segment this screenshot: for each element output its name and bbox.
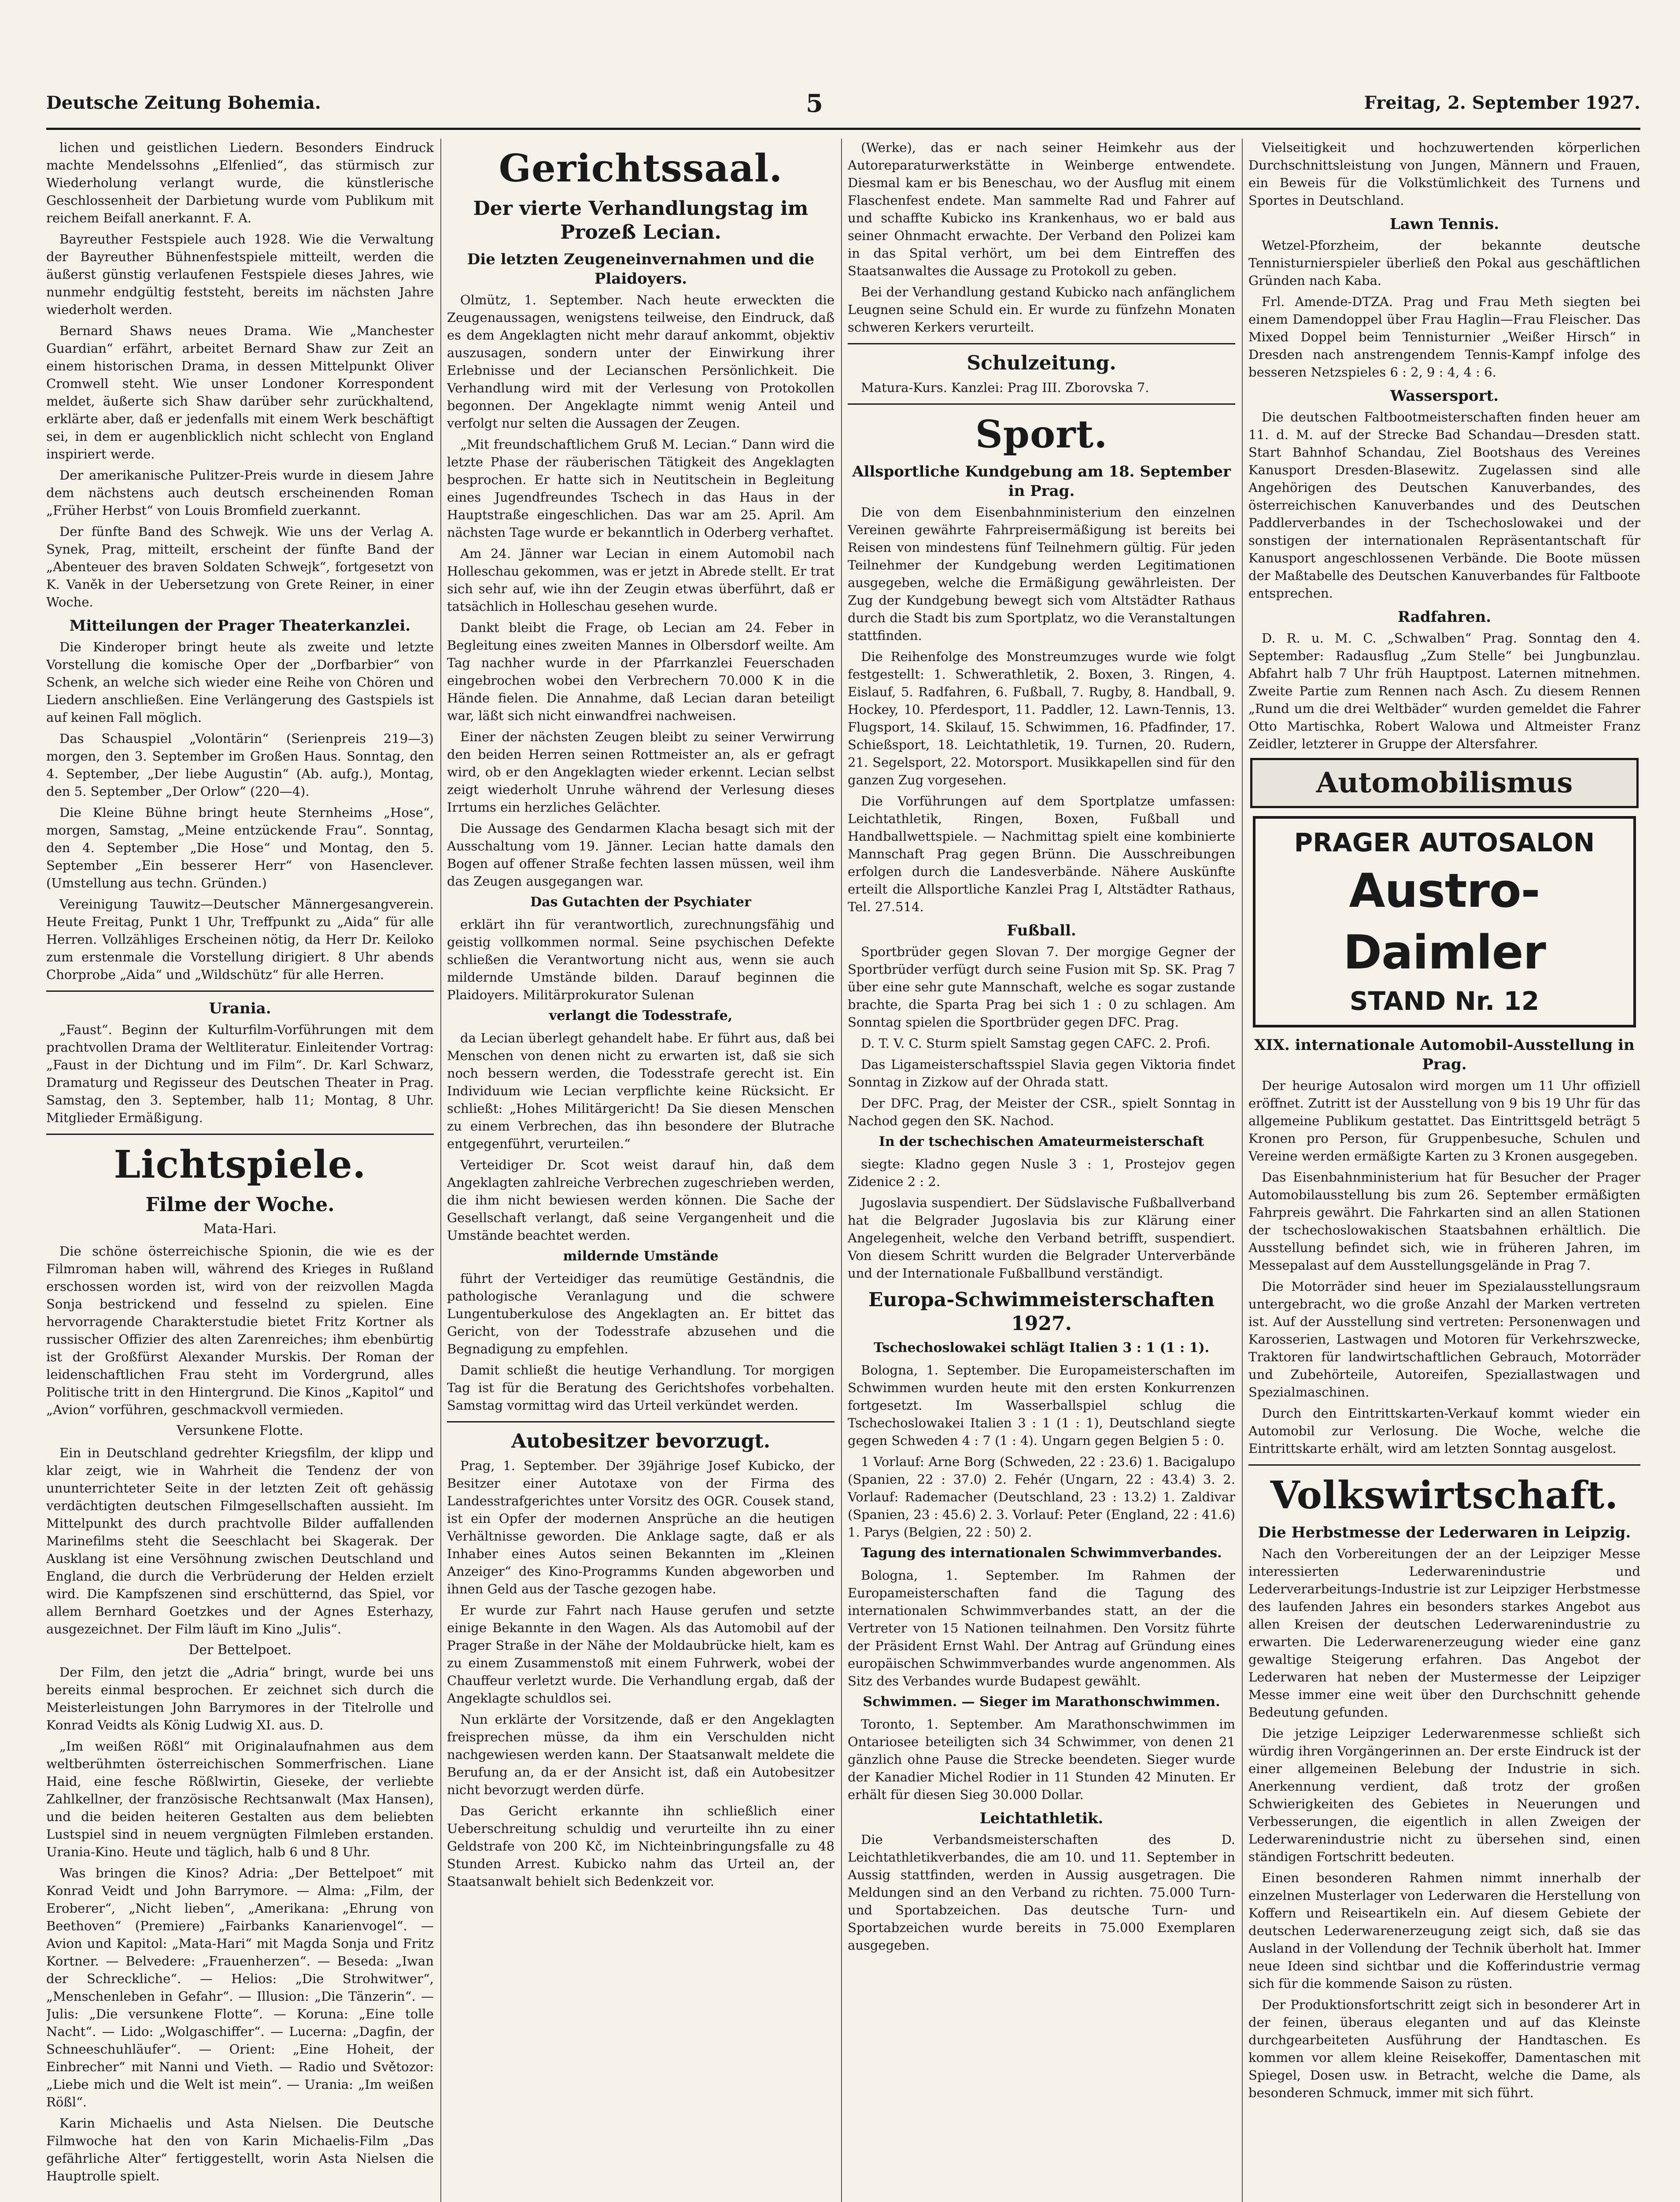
section-title: Lichtspiele.: [114, 1142, 366, 1187]
column-divider: [841, 139, 842, 2202]
section-title: Sport.: [975, 412, 1108, 457]
article-heading: Versunkene Flotte.: [177, 1423, 303, 1438]
article-text: Frl. Amende-DTZA. Prag und Frau Meth siegten bei einem Damendoppel über Frau Haglin—Frau Fleischer. Das Mixed Doppel beim Tennisturnier „Weißer Hirsch“ in Dresden nach anstrengendem Tennis-Kampf infolge des besseren Netzspieles 6 : 2, 9 : 4, 4 : 6.: [1248, 294, 1640, 380]
article-text: Verteidiger Dr. Scot weist darauf hin, daß dem Angeklagten zahlreiche Verbrechen zugeschrieben werden, die ihm nicht bewiesen werden können. Die Sache der Gesellschaft verlangt, daß seine Vergangenheit und die Umstände beachtet werden.: [447, 1157, 834, 1243]
article-text: Der amerikanische Pulitzer-Preis wurde in diesem Jahre dem nächstens auch deutsch erscheinenden Roman „Früher Herbst“ von Louis Bromfield zuerkannt.: [46, 468, 434, 518]
article-text: „Mit freundschaftlichem Gruß M. Lecian.“ Dann wird die letzte Phase der räuberischen Tätigkeit des Angeklagten besprochen. Er hatte sich in Neutitschein in Begleitung eines Jugendfreundes Tschech in das Haus in der Hauptstraße eingeschlichen. Das war am 25. April. Am nächsten Tage wurde er bekanntlich in Oderberg verhaftet.: [447, 437, 834, 540]
article-text: Die Motorräder sind heuer im Spezialausstellungsraum untergebracht, wo die große Anzahl der Marken vertreten ist. Auf der Ausstellung sind vertreten: Personenwagen und Karosserien, Lastwagen und Motoren für Verkehrszwecke, Traktoren für landwirtschaftlichen Gebrauch, Motorräder und Zubehörteile, Autoreifen, Speziallastwagen und Spezialmaschinen.: [1248, 1279, 1640, 1400]
article-text: Bologna, 1. September. Im Rahmen der Europameisterschaften fand die Tagung des internationalen Schwimmverbandes statt, an der die Vertreter von 15 Nationen teilnahmen. Den Vorsitz führte der Präsident Ernst Wahl. Der Antrag auf Gründung eines europäischen Schwimmverbandes wurde angenommen. Als Sitz des Verbandes wurde Budapest gewählt.: [848, 1568, 1235, 1688]
section-heading: Radfahren.: [1397, 608, 1492, 626]
masthead-title: Deutsche Zeitung Bohemia.: [46, 92, 321, 113]
article-text: Das Ligameisterschaftsspiel Slavia gegen Viktoria findet Sonntag in Zizkow auf der Ohrada statt.: [848, 1057, 1235, 1090]
article-text: erklärt ihn für verantwortlich, zurechnungsfähig und geistig vollkommen normal. Seine psychischen Defekte schließen die Verantwortung nicht aus, wenn sie auch mildernde Umstände bilden. Darauf beginnen die Plaidoyers. Militärprokurator Sulenan: [447, 917, 834, 1002]
ad-line: STAND Nr. 12: [1349, 986, 1540, 1016]
article-text: Matura-Kurs. Kanzlei: Prag III. Zborovska 7.: [861, 380, 1149, 395]
column-3: [848, 139, 1235, 2202]
inline-heading: Schwimmen. — Sieger im Marathonschwimmen.: [863, 1694, 1220, 1710]
header-rule: [46, 128, 1640, 130]
column-1: [46, 139, 434, 2202]
article-text: Ein in Deutschland gedrehter Kriegsfilm, der klipp und klar zeigt, wie in Wahrheit die Tendenz der von ununterrichteter Seite in der letzten Zeit oft gehässig verdächtigten deutschen Filmgesellschaften aussieht. Im Mittelpunkt des durch prachtvolle Bilder auffallenden Marinefilms steht die Seeschlacht bei Skagerak. Der Ausklang ist eine Versöhnung zwischen Deutschland und England, die durch die Verbrüderung der Helden erzielt wird. Die Kampfszenen sind erschütternd, das Spiel, vor allem Bernhard Goetzkes und der Agnes Esterhazy, ausgezeichnet. Der Film läuft im Kino „Julis“.: [46, 1445, 434, 1637]
divider: [848, 343, 1235, 344]
article-heading: Europa-Schwimmeisterschaften 1927.: [868, 1289, 1215, 1335]
article-text: Nun erklärte der Vorsitzende, daß er den Angeklagten freisprechen müsse, da ihm ein Verschulden nicht nachgewiesen werden kann. Der Staatsanwalt meldete die Berufung an, da er der Ansicht ist, daß ein Autobesitzer nicht bevorzugt werden dürfe.: [447, 1712, 834, 1797]
article-text: Er wurde zur Fahrt nach Hause gerufen und setzte einige Bekannte in den Wagen. Als das Automobil auf der Prager Straße in der Nähe der Moldaubrücke hielt, kam es zu einem Zusammenstoß mit einem Fuhrwerk, wobei der Chauffeur verletzt wurde. Die Verhandlung ergab, daß der Angeklagte schuldlos sei.: [447, 1603, 834, 1706]
ad-brand: Austro-Daimler: [1343, 864, 1546, 979]
article-text: (Werke), das er nach seiner Heimkehr aus der Autoreparaturwerkstätte in Weinberge entwendete. Diesmal kam er bis Beneschau, wo der Ausflug mit einem Flaschenfest endete. Man sammelte Rad und Fahrer auf und schaffte Kubicko ins Krankenhaus, wo er bald aus seiner Ohnmacht erwachte. Der Verband den Polizei kam in das Spital verhört, um bei dem Eintreffen des Staatsanwaltes die Aussage zu Protokoll zu geben.: [848, 140, 1235, 278]
column-divider: [440, 139, 441, 2202]
ad-line: PRAGER AUTOSALON: [1294, 828, 1595, 857]
advertisement: [1253, 816, 1636, 1027]
inline-heading: In der tschechischen Amateurmeisterschaft: [879, 1134, 1204, 1149]
article-text: da Lecian überlegt gehandelt habe. Er führt aus, daß bei Menschen von denen nicht zu erwarten ist, daß sie sich noch bessern werden, die Todesstrafe gerecht ist. Ein Individuum wie Lecian verpflichte keine Rücksicht. Er schließt: „Hohes Militärgericht! Da Sie diesen Menschen zu einem Verbrechen, das ihn besondere der Blutrache entgegenführt, verurteilen.“: [447, 1031, 834, 1151]
column-divider: [1242, 139, 1243, 2202]
article-text: Die Verbandsmeisterschaften des D. Leichtathletikverbandes, die am 10. und 11. September in Aussig stattfinden, werden in Aussig ausgetragen. Die Meldungen sind an den Verband zu richten. 75.000 Turn- und Sportabzeichen. Das deutsche Turn- und Sportabzeichen wurde bereits in 75.000 Exemplaren ausgegeben.: [848, 1832, 1235, 1953]
column-4: [1248, 139, 1640, 2202]
divider: [46, 1134, 434, 1135]
article-text: Was bringen die Kinos? Adria: „Der Bettelpoet“ mit Konrad Veidt und John Barrymore. — Alma: „Film, der Eroberer“, „Nicht lieben“, „Amerikana: „Ehrung von Beethoven“ (Premiere) „Fairbanks Kanarienvogel“. — Avion und Kapitol: „Mata-Hari“ mit Magda Sonja und Fritz Kortner. — Belvedere: „Frauenherzen“. — Beseda: „Iwan der Schreckliche“. — Helios: „Die Strohwitwer“, „Menschenleben in Gefahr“. — Illusion: „Die Tänzerin“. — Julis: „Die versunkene Flotte“. — Koruna: „Eine tolle Nacht“. — Lido: „Wolgaschiffer“. — Lucerna: „Dagfin, der Schneeschuhläufer“. — Orient: „Eine Hoheit, der Einbrecher“ mit Nanni und Vieth. — Radio und Světozor: „Liebe mich und die Welt ist mein“. — Urania: „Im weißen Rößl“.: [46, 1866, 434, 2110]
section-banner: Automobilismus: [1250, 758, 1639, 808]
article-text: Der DFC. Prag, der Meister der CSR., spielt Sonntag in Nachod gegen den SK. Nachod.: [848, 1096, 1235, 1128]
article-heading: Allsportliche Kundgebung am 18. September in Prag.: [852, 463, 1231, 500]
article-text: Bei der Verhandlung gestand Kubicko nach anfänglichem Leugnen seine Schuld ein. Er wurde zu fünfzehn Monaten schweren Kerkers verurteilt.: [848, 284, 1235, 335]
article-text: führt der Verteidiger das reumütige Geständnis, die pathologische Veranlagung und die schwere Lungentuberkulose des Angeklagten an. Er bittet das Gericht, von der Todesstrafe abzusehen und die Begnadigung zu empfehlen.: [447, 1271, 834, 1356]
article-text: 1 Vorlauf: Arne Borg (Schweden, 22 : 23.6) 1. Bacigalupo (Spanien, 22 : 37.0) 2. Fehér (Ungarn, 22 : 43.4) 3. 2. Vorlauf: Rademacher (Deutschland, 23 : 13.2) 1. Zaldivar (Spanien, 23 : 45.6) 2. 3. Vorlauf: Peter (England, 22 : 41.6) 1. Parys (Belgien, 22 : 50) 2.: [848, 1454, 1235, 1540]
page-header: [46, 89, 1640, 123]
article-text: Die Aussage des Gendarmen Klacha besagt sich mit der Ausschaltung vom 19. Jänner. Lecian hatte damals den Bogen auf offener Straße fechten lassen müssen, weil ihm das Zeugen ausgegangen war.: [447, 821, 834, 889]
section-heading: Urania.: [209, 1000, 271, 1017]
inline-heading: Das Gutachten der Psychiater: [530, 894, 751, 910]
article-heading: Autobesitzer bevorzugt.: [511, 1430, 771, 1452]
section-subtitle: Filme der Woche.: [145, 1193, 335, 1216]
article-text: Olmütz, 1. September. Nach heute erweckten die Zeugenaussagen, wenigstens teilweise, den Eindruck, daß es dem Angeklagten nicht mehr darauf ankommt, objektiv auszusagen, sondern unter der Einwirkung ihrer Erlebnisse und der Lecianschen Persönlichkeit. Die Verhandlung wird mit der Verlesung von Protokollen begonnen. Der Angeklagte nimmt wenig Anteil und verfolgt nur selten die Aussagen der Zeugen.: [447, 292, 834, 431]
article-subheading: Die letzten Zeugeneinvernahmen und die Plaidoyers.: [467, 251, 815, 288]
article-text: Wetzel-Pforzheim, der bekannte deutsche Tennisturnierspieler überließ den Pokal aus geschäftlichen Gründen nach Kaba.: [1248, 238, 1640, 288]
article-text: Bologna, 1. September. Die Europameisterschaften im Schwimmen wurden heute mit den ersten Konkurrenzen fortgesetzt. Im Wasserballspiel schlug die Tschechoslowakei Italien 3 : 1 (1 : 1), Deutschland siegte gegen Schweden 4 : 7 (1 : 4). Ungarn gegen Belgien 5 : 0.: [848, 1363, 1235, 1448]
article-text: lichen und geistlichen Liedern. Besonders Eindruck machte Mendelssohns „Elfenlied“, das stürmisch zur Wiederholung verlangt wurde, die künstlerische Geschlossenheit der Darbietung wurde vom Publikum mit reichem Beifall anerkannt. F. A.: [46, 140, 434, 225]
article-text: Der heurige Autosalon wird morgen um 11 Uhr offiziell eröffnet. Zutritt ist der Ausstellung von 9 bis 19 Uhr für das allgemeine Publikum gestattet. Das Eintrittsgeld beträgt 5 Kronen pro Person, für Gruppenbesuche, Schulen und Vereine werden ermäßigte Karten zu 3 Kronen ausgegeben.: [1248, 1078, 1640, 1164]
article-heading: Der vierte Verhandlungstag im Prozeß Lecian.: [473, 197, 809, 244]
article-text: Die Reihenfolge des Monstreumzuges wurde wie folgt festgestellt: 1. Schwerathletik, 2. Boxen, 3. Ringen, 4. Eislauf, 5. Radfahren, 6. Fußball, 7. Rugby, 8. Handball, 9. Hockey, 10. Pferdesport, 11. Paddler, 12. Lawn-Tennis, 13. Flugsport, 14. Skilauf, 15. Schwimmen, 16. Pfadfinder, 17. Schießsport, 18. Leichtathletik, 19. Turnen, 20. Rudern, 21. Segelsport, 22. Motorsport. Musikkapellen sind für den ganzen Zug vorgesehen.: [848, 649, 1235, 787]
column-2: [447, 139, 834, 2202]
section-title: Schulzeitung.: [967, 352, 1116, 374]
article-text: Die jetzige Leipziger Lederwarenmesse schließt sich würdig ihren Vorgängerinnen an. Der erste Eindruck ist der einer allgemeinen Belebung der Industrie in sich. Anerkennung verdient, daß trotz der großen Schwierigkeiten des Gebietes in Neuerungen und Verbesserungen, die eigentlich in allen Zweigen der Lederwarenindustrie nicht zu übersehen sind, einen ständigen Fortschritt bedeuten.: [1248, 1726, 1640, 1864]
article-text: Einen besonderen Rahmen nimmt innerhalb der einzelnen Musterlager von Lederwaren die Herstellung von Koffern und Reiseartikeln ein. Auf diesem Gebiete der deutschen Lederwarenerzeugung zeigt sich, daß sie das Ausland in der Vollendung der Technik überholt hat. Immer neue Ideen sind sichtbar und die Kofferindustrie vermag sich für die kommende Saison zu rüsten.: [1248, 1870, 1640, 1991]
article-text: Der Film, den jetzt die „Adria“ bringt, wurde bei uns bereits einmal besprochen. Er zeichnet sich durch die Meisterleistungen John Barrymores in der Titelrolle und Konrad Veidts als König Ludwig XI. aus. D.: [46, 1665, 434, 1733]
article-text: Vereinigung Tauwitz—Deutscher Männergesangverein. Heute Freitag, Punkt 1 Uhr, Treffpunkt zu „Aida“ für alle Herren. Vollzähliges Erscheinen nötig, da Herr Dr. Keiloko zum erstenmale die Vorstellung dirigiert. 8 Uhr abends Chorprobe „Aida“ und „Wildschütz“ für alle Herren.: [46, 897, 434, 982]
article-text: Einer der nächsten Zeugen bleibt zu seiner Verwirrung den beiden Herren seinen Rottmeister an, als er gefragt wird, ob er den Angeklagten wieder erkennt. Lecian selbst zeigt wiederholt Unruhe während der Verlesung dieses Irrtums ein herzliches Gelächter.: [447, 729, 834, 815]
article-text: Am 24. Jänner war Lecian in einem Automobil nach Holleschau gekommen, was er jetzt in Abrede stellt. Er trat sich sehr auf, wie ihn der Zeugin etwas überführt, daß er tatsächlich in Holleschau gesehen wurde.: [447, 546, 834, 614]
divider: [447, 1421, 834, 1422]
article-text: Die Kleine Bühne bringt heute Sternheims „Hose“, morgen, Samstag, „Meine entzückende Frau“. Sonntag, den 4. September „Die Hose“ und Montag, den 5. September „Ein besserer Herr“ von Hasenclever. (Umstellung aus techn. Gründen.): [46, 805, 434, 890]
article-text: Jugoslavia suspendiert. Der Südslavische Fußballverband hat die Belgrader Jugoslavia bis zur Klärung einer Angelegenheit, welche den Verband betrifft, suspendiert. Von diesem Schritt wurden die Belgrader Unterverbände und der Internationale Fußballbund verständigt.: [848, 1195, 1235, 1281]
inline-heading: Tagung des internationalen Schwimmverbandes.: [861, 1545, 1222, 1561]
article-text: Die von dem Eisenbahnministerium den einzelnen Vereinen gewährte Fahrpreisermäßigung ist bereits bei Reisen von mindestens fünf Teilnehmern gültig. Für jeden Teilnehmer der Kundgebung werden Legitimationen ausgegeben, welche die Ermäßigung gewährleisten. Der Zug der Kundgebung bewegt sich vom Altstädter Rathaus durch die Stadt bis zum Sportplatz, wo die Veranstaltungen stattfinden.: [848, 505, 1235, 643]
section-heading: Lawn Tennis.: [1389, 215, 1499, 233]
inline-heading: verlangt die Todesstrafe,: [549, 1008, 733, 1023]
article-text: Toronto, 1. September. Am Marathonschwimmen im Ontariosee beteiligten sich 34 Schwimmer, von denen 21 gänzlich ohne Pause die Strecke beendeten. Sieger wurde der Kanadier Michel Rodier in 11 Stunden 42 Minuten. Er erhält für diesen Sieg 30.000 Dollar.: [848, 1717, 1235, 1802]
article-text: Der Produktionsfortschritt zeigt sich in besonderer Art in der feinen, überaus eleganten und auf das Kleinste durchgearbeiteten Ausführung der Handtaschen. Es kommen vor allem kleine Reisekoffer, Damentaschen mit Spiegel, Dosen usw. in Betracht, welche die Dame, als besonderen Schmuck, immer mit sich führt.: [1248, 1997, 1640, 2100]
article-heading: Mata-Hari.: [203, 1221, 277, 1237]
article-text: Die Vorführungen auf dem Sportplatze umfassen: Leichtathletik, Ringen, Boxen, Fußball und Handballwettspiele. — Nachmittag spielt eine kombinierte Mannschaft Prag gegen Brünn. Die Ausschreibungen erfolgen durch die Landesverbände. Nähere Auskünfte erteilt die Allsportliche Kanzlei Prag I, Altstädter Rathaus, Tel. 27.514.: [848, 794, 1235, 914]
article-text: Damit schließt die heutige Verhandlung. Tor morgigen Tag ist für die Beratung des Gerichtshofes vorbehalten. Samstag vormittag wird das Urteil verkündet werden.: [447, 1363, 834, 1413]
newspaper-page: [46, 66, 1640, 2202]
page-number: 5: [806, 89, 823, 118]
article-text: Das Schauspiel „Volontärin“ (Serienpreis 219—3) morgen, den 3. September im Großen Haus. Sonntag, den 4. September, „Der liebe Augustin“ (Ab. aufg.), Montag, den 5. September „Der Orlow“ (220—4).: [46, 731, 434, 799]
article-text: Das Eisenbahnministerium hat für Besucher der Prager Automobilausstellung bis zum 26. September ermäßigten Fahrpreis gewährt. Die Fahrkarten sind an allen Stationen der tschechoslowakischen Staatsbahnen erhältlich. Die Ausstellung befindet sich, wie in früheren Jahren, im Messepalast auf dem Ausstellungsgelände in Prag 7.: [1248, 1170, 1640, 1273]
article-text: Durch den Eintrittskarten-Verkauf kommt wieder ein Automobil zur Verlosung. Die Woche, welche die Eintrittskarte erhält, wird am letzten Sonntag ausgelost.: [1248, 1406, 1640, 1456]
article-text: Vielseitigkeit und hochzuwertenden körperlichen Durchschnittsleistung von Jungen, Männern und Frauen, ein Beweis für die Volkstümlichkeit des Turnens und Sportes in Deutschland.: [1248, 140, 1640, 208]
article-text: D. T. V. C. Sturm spielt Samstag gegen CAFC. 2. Profi.: [861, 1036, 1211, 1051]
article-heading: XIX. internationale Automobil-Ausstellung in Prag.: [1254, 1036, 1635, 1073]
article-text: Das Gericht erkannte ihn schließlich einer Ueberschreitung schuldig und verurteilte ihn zu einer Geldstrafe von 200 Kč, im Nichteinbringungsfalle zu 48 Stunden Arrest. Kubicko nahm das Urteil an, der Staatsanwalt behielt sich Bedenkzeit vor.: [447, 1803, 834, 1889]
section-heading: Leichtathletik.: [979, 1810, 1104, 1827]
article-text: Die schöne österreichische Spionin, die wie es der Filmroman haben will, während des Krieges in Rußland erschossen worden ist, wird von der reizvollen Magda Sonja bestrickend und fesselnd zu spielen. Eine hervorragende Charakterstudie bietet Fritz Kortner als russischer Offizier des alten Zarenreiches; ihm ebenbürtig ist der Großfürst Alexander Murskis. Der Roman der leidenschaftlichen Frau steht im Vordergrund, alles Politische tritt in den Hintergrund. Die Kinos „Kapitol“ und „Avion“ vorführen, geschmackvoll vermieden.: [46, 1244, 434, 1417]
article-text: Der fünfte Band des Schwejk. Wie uns der Verlag A. Synek, Prag, mitteilt, erscheint der fünfte Band der „Abenteuer des braven Soldaten Schwejk“, fortgesetzt von K. Vaněk in der Uebersetzung von Grete Reiner, in einer Woche.: [46, 524, 434, 610]
article-text: Bayreuther Festspiele auch 1928. Wie die Verwaltung der Bayreuther Bühnenfestspiele mitteilt, werden die äußerst günstig verlaufenen Festspiele dieses Jahres, wie nunmehr endgültig feststeht, bereits im nächsten Jahre wiederholt werden.: [46, 232, 434, 317]
article-subheading: Tschechoslowakei schlägt Italien 3 : 1 (1 : 1).: [873, 1340, 1210, 1356]
section-heading: Mitteilungen der Prager Theaterkanzlei.: [69, 617, 411, 635]
inline-heading: mildernde Umstände: [563, 1249, 719, 1264]
section-title: Gerichtssaal.: [498, 146, 783, 191]
article-text: Bernard Shaws neues Drama. Wie „Manchester Guardian“ erfährt, arbeitet Bernard Shaw zur Zeit an einem historischen Drama, in dessen Mittelpunkt Oliver Cromwell steht. Wie unser Londoner Korrespondent meldet, äußerte sich Shaw darüber sehr zurückhaltend, erklärte aber, daß er jedenfalls mit einem Werk beschäftigt sei, in dem er augenblicklich nicht schlecht von England inspiriert werde.: [46, 323, 434, 462]
section-heading: Wassersport.: [1390, 387, 1499, 405]
article-text: Dankt bleibt die Frage, ob Lecian am 24. Feber in Begleitung eines zweiten Mannes in Olbersdorf weilte. Am Tag nachher wurde in der Pfarrkanzlei Feuerschaden eingebrochen wobei den Verbrechern 70.000 K in die Hände fielen. Die Annahme, daß Lecian daran beteiligt war, läßt sich nicht einwandfrei nachweisen.: [447, 620, 834, 723]
article-text: „Faust“. Beginn der Kulturfilm-Vorführungen mit dem prachtvollen Drama der Weltliteratur. Einleitender Vortrag: „Faust in der Dichtung und im Film“. Dr. Karl Schwarz, Dramaturg und Regisseur des Deutschen Theater in Prag. Samstag, den 3. September, halb 11; Montag, 8 Uhr. Mitglieder Ermäßigung.: [46, 1022, 434, 1125]
article-text: Karin Michaelis und Asta Nielsen. Die Deutsche Filmwoche hat den von Karin Michaelis-Film „Das gefährliche Alter“ fertiggestellt, worin Asta Nielsen die Hauptrolle spielt.: [46, 2116, 434, 2184]
article-text: Prag, 1. September. Der 39jährige Josef Kubicko, der Besitzer einer Autotaxe von der Firma des Landesstrafgerichtes unter Vorsitz des OGR. Cousek stand, ist ein Opfer der modernen Ansprüche an die heutigen Verhältnisse geworden. Die Anklage sagte, daß er als Inhaber eines Autos seinen Bekannten im „Kleinen Anzeiger“ des Kino-Programms Kunden abgeworben und ihnen Geld aus der Tasche gezogen habe.: [447, 1458, 834, 1596]
article-text: Die Kinderoper bringt heute als zweite und letzte Vorstellung die komische Oper der „Dorfbarbier“ von Schenk, an welche sich wieder eine Reihe von Chören und Liedern anschließen. Eine Verlängerung des Gastspiels ist auf keinen Fall möglich.: [46, 639, 434, 725]
article-text: Sportbrüder gegen Slovan 7. Der morgige Gegner der Sportbrüder verfügt durch seine Fusion mit Sp. SK. Prag 7 über eine sehr gute Mannschaft, welche es sogar zustande brachte, die Sparta Prag bei sich 1 : 0 zu schlagen. Am Sonntag spielen die Sportbrüder gegen DFC. Prag.: [848, 944, 1235, 1030]
article-text: Nach den Vorbereitungen der an der Leipziger Messe interessierten Lederwarenindustrie und Lederverarbeitungs-Industrie ist zur Leipziger Herbstmesse des laufenden Jahres ein besonders starkes Angebot aus allen Kreisen der deutschen Lederwarenindustrie zu erwarten. Die Lederwarenerzeugung wieder eine ganz gewaltige Steigerung erfahren. Das Angebot der Lederwaren hat neben der Mustermesse der Leipziger Messe immer eine weit über den Durchschnitt gehende Bedeutung gefunden.: [1248, 1546, 1640, 1720]
divider: [1248, 1464, 1640, 1466]
article-heading: Die Herbstmesse der Lederwaren in Leipzig.: [1258, 1524, 1631, 1541]
article-heading: Der Bettelpoet.: [188, 1642, 292, 1658]
divider: [46, 990, 434, 992]
section-title: Volkswirtschaft.: [1270, 1473, 1619, 1518]
article-text: siegte: Kladno gegen Nusle 3 : 1, Prostejov gegen Zidenice 2 : 2.: [848, 1156, 1235, 1189]
article-text: D. R. u. M. C. „Schwalben“ Prag. Sonntag den 4. September: Radausflug „Zum Stelle“ bei Jungbunzlau. Abfahrt halb 7 Uhr früh Hauptpost. Laternen mitnehmen. Zweite Partie zum Rennen nach Asch. Zu diesem Rennen „Rund um die drei Weltbäder“ wurden gemeldet die Fahrer Otto Martischka, Robert Walowa und Altmeister Franz Zeidler, letzterer in Gruppe der Altersfahrer.: [1248, 631, 1640, 751]
divider: [848, 403, 1235, 405]
article-text: Die deutschen Faltbootmeisterschaften finden heuer am 11. d. M. auf der Strecke Bad Schandau—Dresden statt. Start Bahnhof Schandau, Ziel Bootshaus des Vereines Kanusport Dresden-Blasewitz. Zugelassen sind alle Angehörigen des Deutschen Kanuverbandes, des österreichischen Kanuverbandes und des Deutschen Paddlerverbandes in der Tschechoslowakei und der sonstigen der internationalen Repräsentantschaft für Kanusport angeschlossenen Verbände. Die Boote müssen der Maßtabelle des Deutschen Kanuverbandes für Faltboote entsprechen.: [1248, 410, 1640, 601]
issue-date: Freitag, 2. September 1927.: [1364, 92, 1640, 113]
article-text: „Im weißen Rößl“ mit Originalaufnahmen aus dem weltberühmten österreichischen Sommerfrischen. Liane Haid, eine fesche Rößlwirtin, Gieseke, der verliebte Zahlkellner, der französische Rechtsanwalt (Max Hansen), und die beiden heiteren Gestalten aus dem beliebten Lustspiel sind in neuem vergnügten Filmleben erstanden. Urania-Kino. Heute und täglich, halb 6 und 8 Uhr.: [46, 1739, 434, 1859]
section-heading: Fußball.: [1007, 922, 1076, 939]
